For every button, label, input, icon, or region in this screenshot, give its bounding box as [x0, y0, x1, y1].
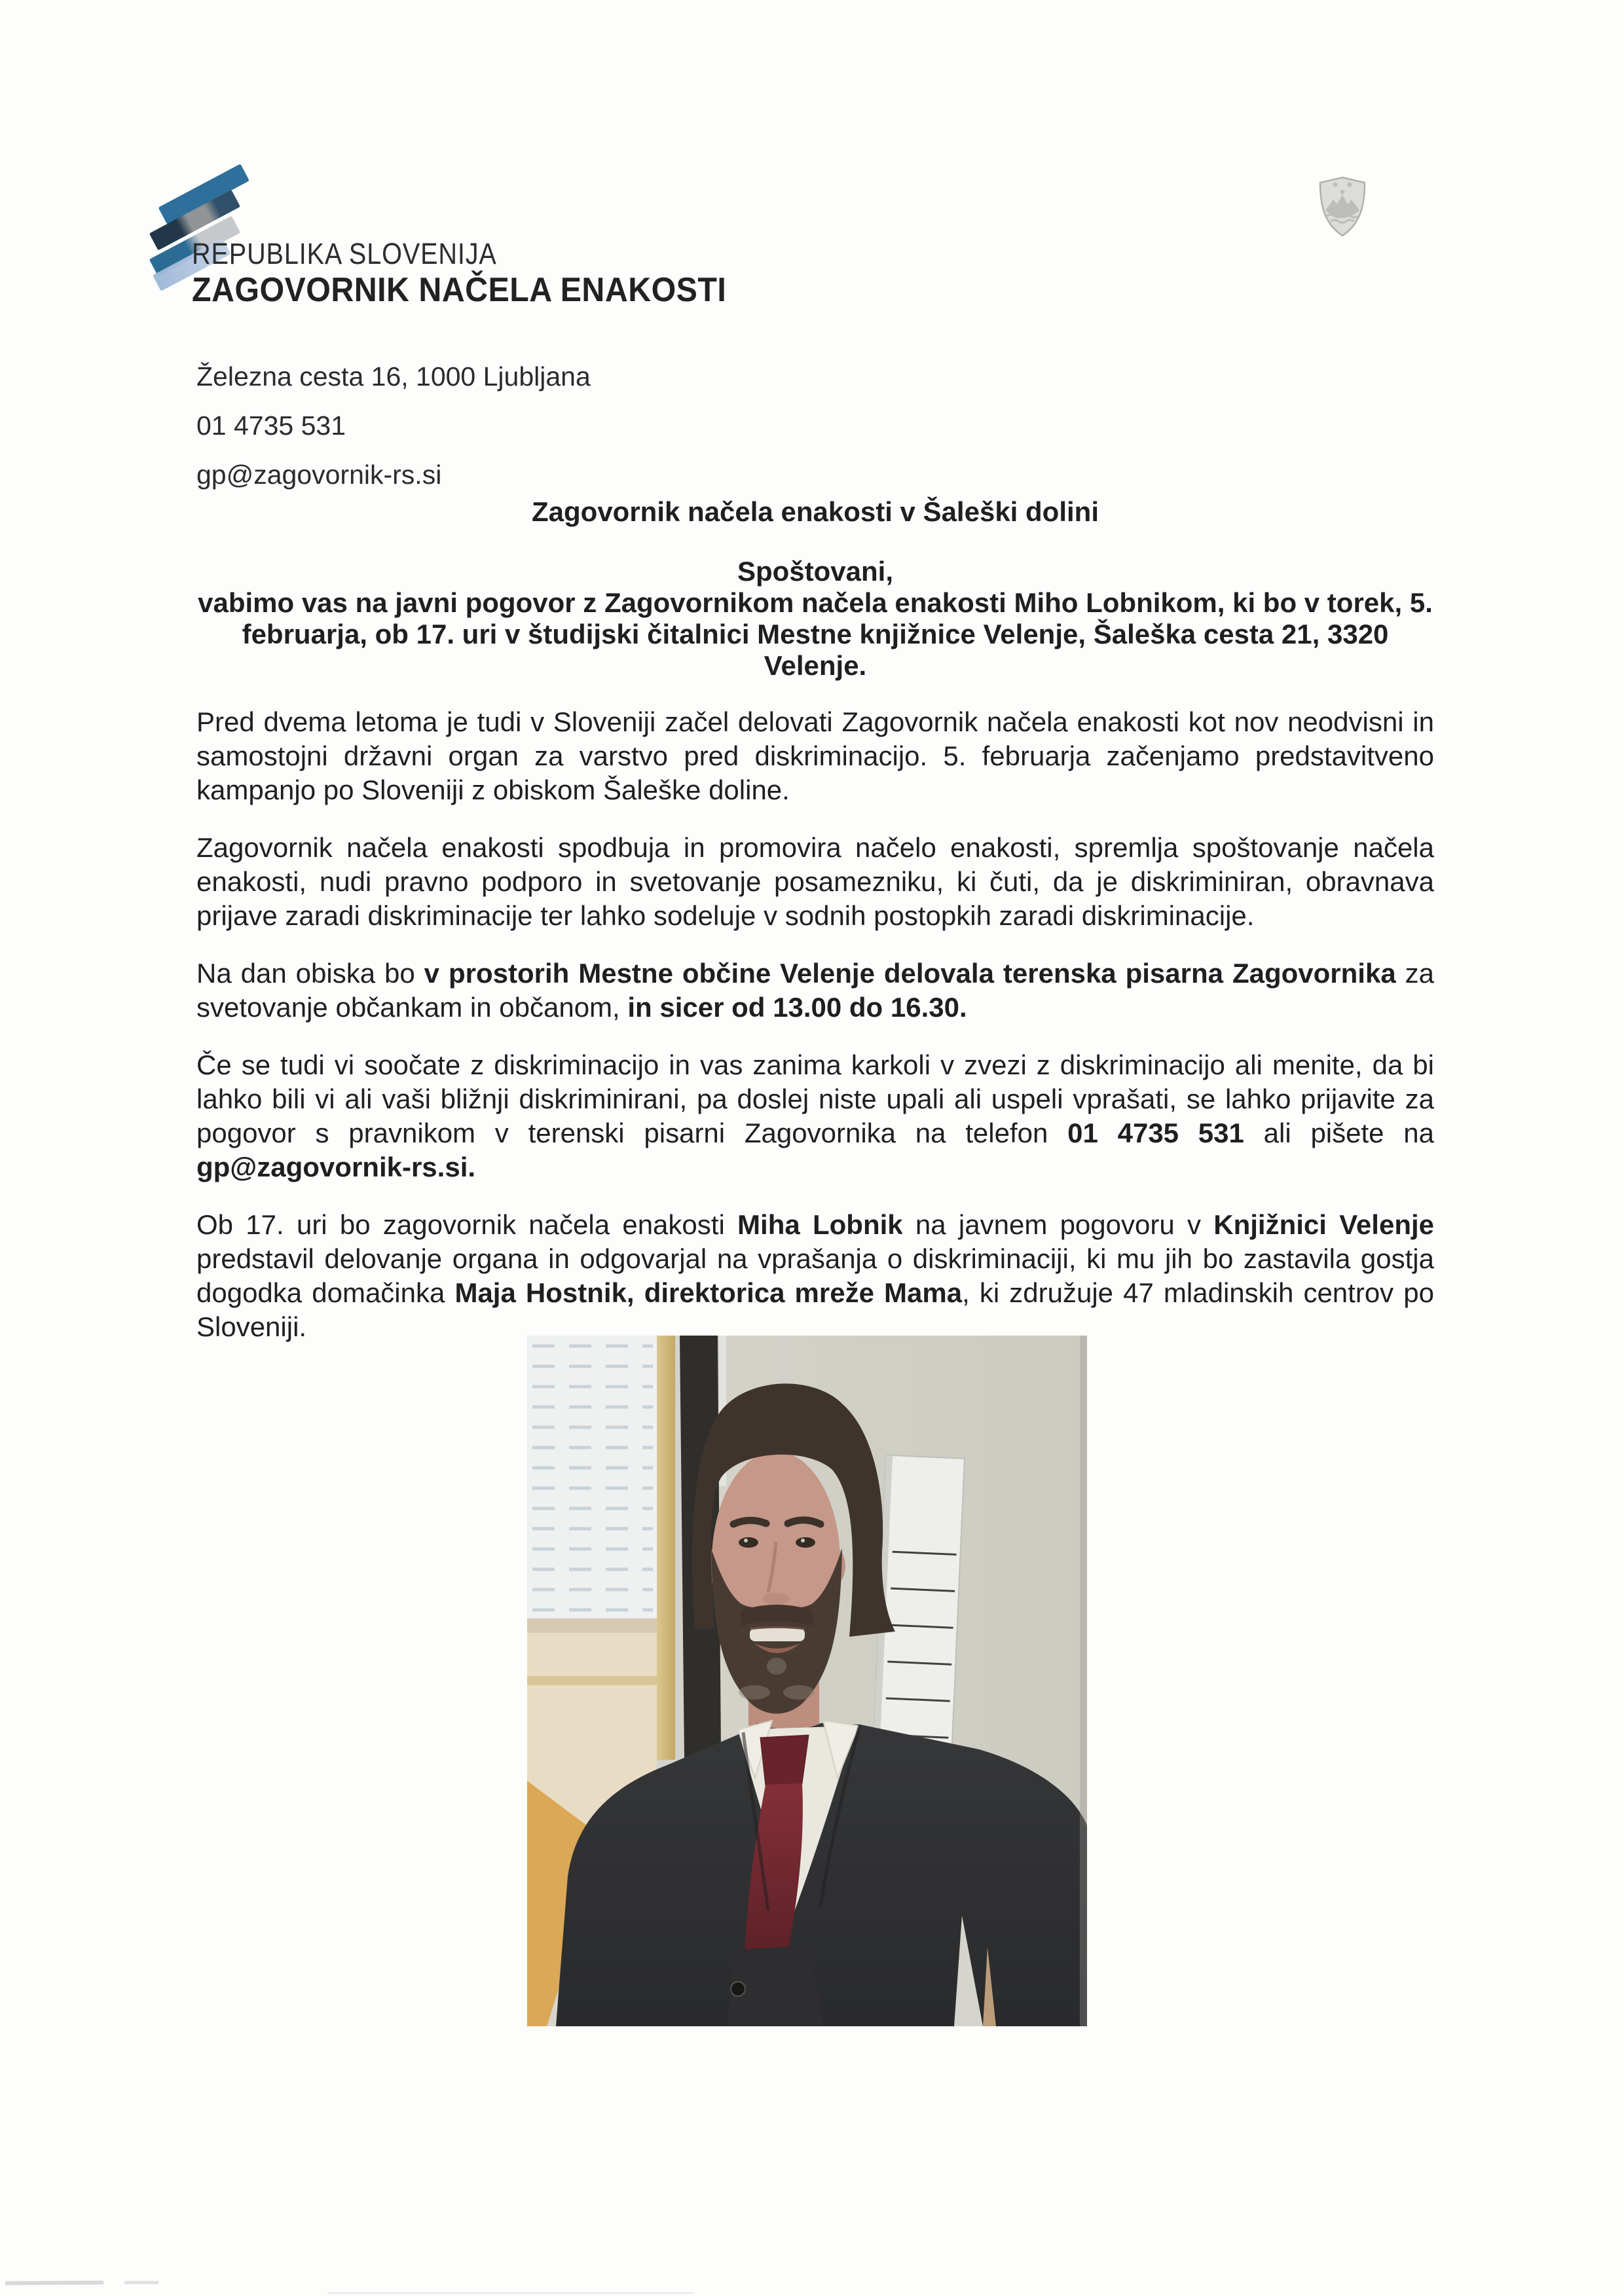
invitation-line: vabimo vas na javni pogovor z Zagovornikom načela enakosti Miho Lobnikom, ki bo v torek, 5. — [198, 587, 1433, 618]
photo-eye — [796, 1537, 815, 1548]
scan-artifact — [5, 2280, 103, 2285]
letter-body — [196, 495, 1434, 1402]
salutation-block — [196, 556, 1434, 682]
document-title: Zagovornik načela enakosti v Šaleški dolini — [532, 496, 1099, 527]
address-line: Železna cesta 16, 1000 Ljubljana — [196, 361, 591, 392]
paragraph-event: Ob 17. uri bo zagovornik načela enakosti Miha Lobnik na javnem pogovoru v Knjižnici Velenje predstavil delovanje organa in odgovarjal na vprašanja o diskriminaciji, ki mu jih bo zastavila gostja dogodka domačinka Maja Hostnik, direktorica mreže Mama, ki združuje 47 mladinskih centrov po Sloveniji. — [196, 1209, 1434, 1342]
contact-block — [196, 352, 591, 500]
photo-smile — [750, 1628, 805, 1641]
portrait-photo — [527, 1336, 1087, 2026]
photo-suit-button — [731, 1982, 745, 1996]
invitation-line: februarja, ob 17. uri v študijski čitalnici Mestne knjižnice Velenje, Šaleška cesta 21, 3320 Velenje. — [242, 619, 1389, 681]
scan-artifact — [327, 2292, 694, 2294]
email-line: gp@zagovornik-rs.si — [196, 460, 442, 490]
photo-tie-knot — [760, 1735, 809, 1786]
paragraph-mandate: Zagovornik načela enakosti spodbuja in promovira načelo enakosti, spremlja spoštovanje načela enakosti, nudi pravno podporo in svetovanje posamezniku, ki čuti, da je diskriminiran, obravnava prijave zaradi diskriminacije ter lahko sodeluje v sodnih postopkih zaradi diskriminacije. — [196, 832, 1434, 931]
paragraph-field-office: Na dan obiska bo v prostorih Mestne občine Velenje delovala terenska pisarna Zagovornika za svetovanje občankam in občanom, in sicer od 13.00 do 16.30. — [196, 958, 1434, 1023]
phone-line: 01 4735 531 — [196, 410, 346, 441]
slovenia-coat-of-arms-icon — [1318, 175, 1367, 238]
photo-eye — [739, 1537, 758, 1548]
paragraph-intro: Pred dvema letoma je tudi v Sloveniji začel delovati Zagovornik načela enakosti kot nov neodvisni in samostojni državni organ za varstvo pred diskriminacijo. 5. februarja začenjamo predstavitveno kampanjo po Sloveniji z obiskom Šaleške doline. — [196, 706, 1434, 805]
salutation: Spoštovani, — [737, 556, 894, 587]
letterhead — [192, 237, 767, 309]
scan-artifact — [124, 2281, 158, 2284]
organization-name: ZAGOVORNIK NAČELA ENAKOSTI — [192, 271, 727, 309]
paragraph-apply: Če se tudi vi soočate z diskriminacijo in vas zanima karkoli v zvezi z diskriminacijo ali menite, da bi lahko bili vi ali vaši bližnji diskriminirani, pa doslej niste upali ali uspeli vprašati, se lahko prijavite za pogovor s pravnikom v terenski pisarni Zagovornika na telefon 01 4735 531 ali pišete na gp@zagovornik-rs.si. — [196, 1049, 1434, 1182]
republic-name: REPUBLIKA SLOVENIJA — [192, 237, 497, 270]
